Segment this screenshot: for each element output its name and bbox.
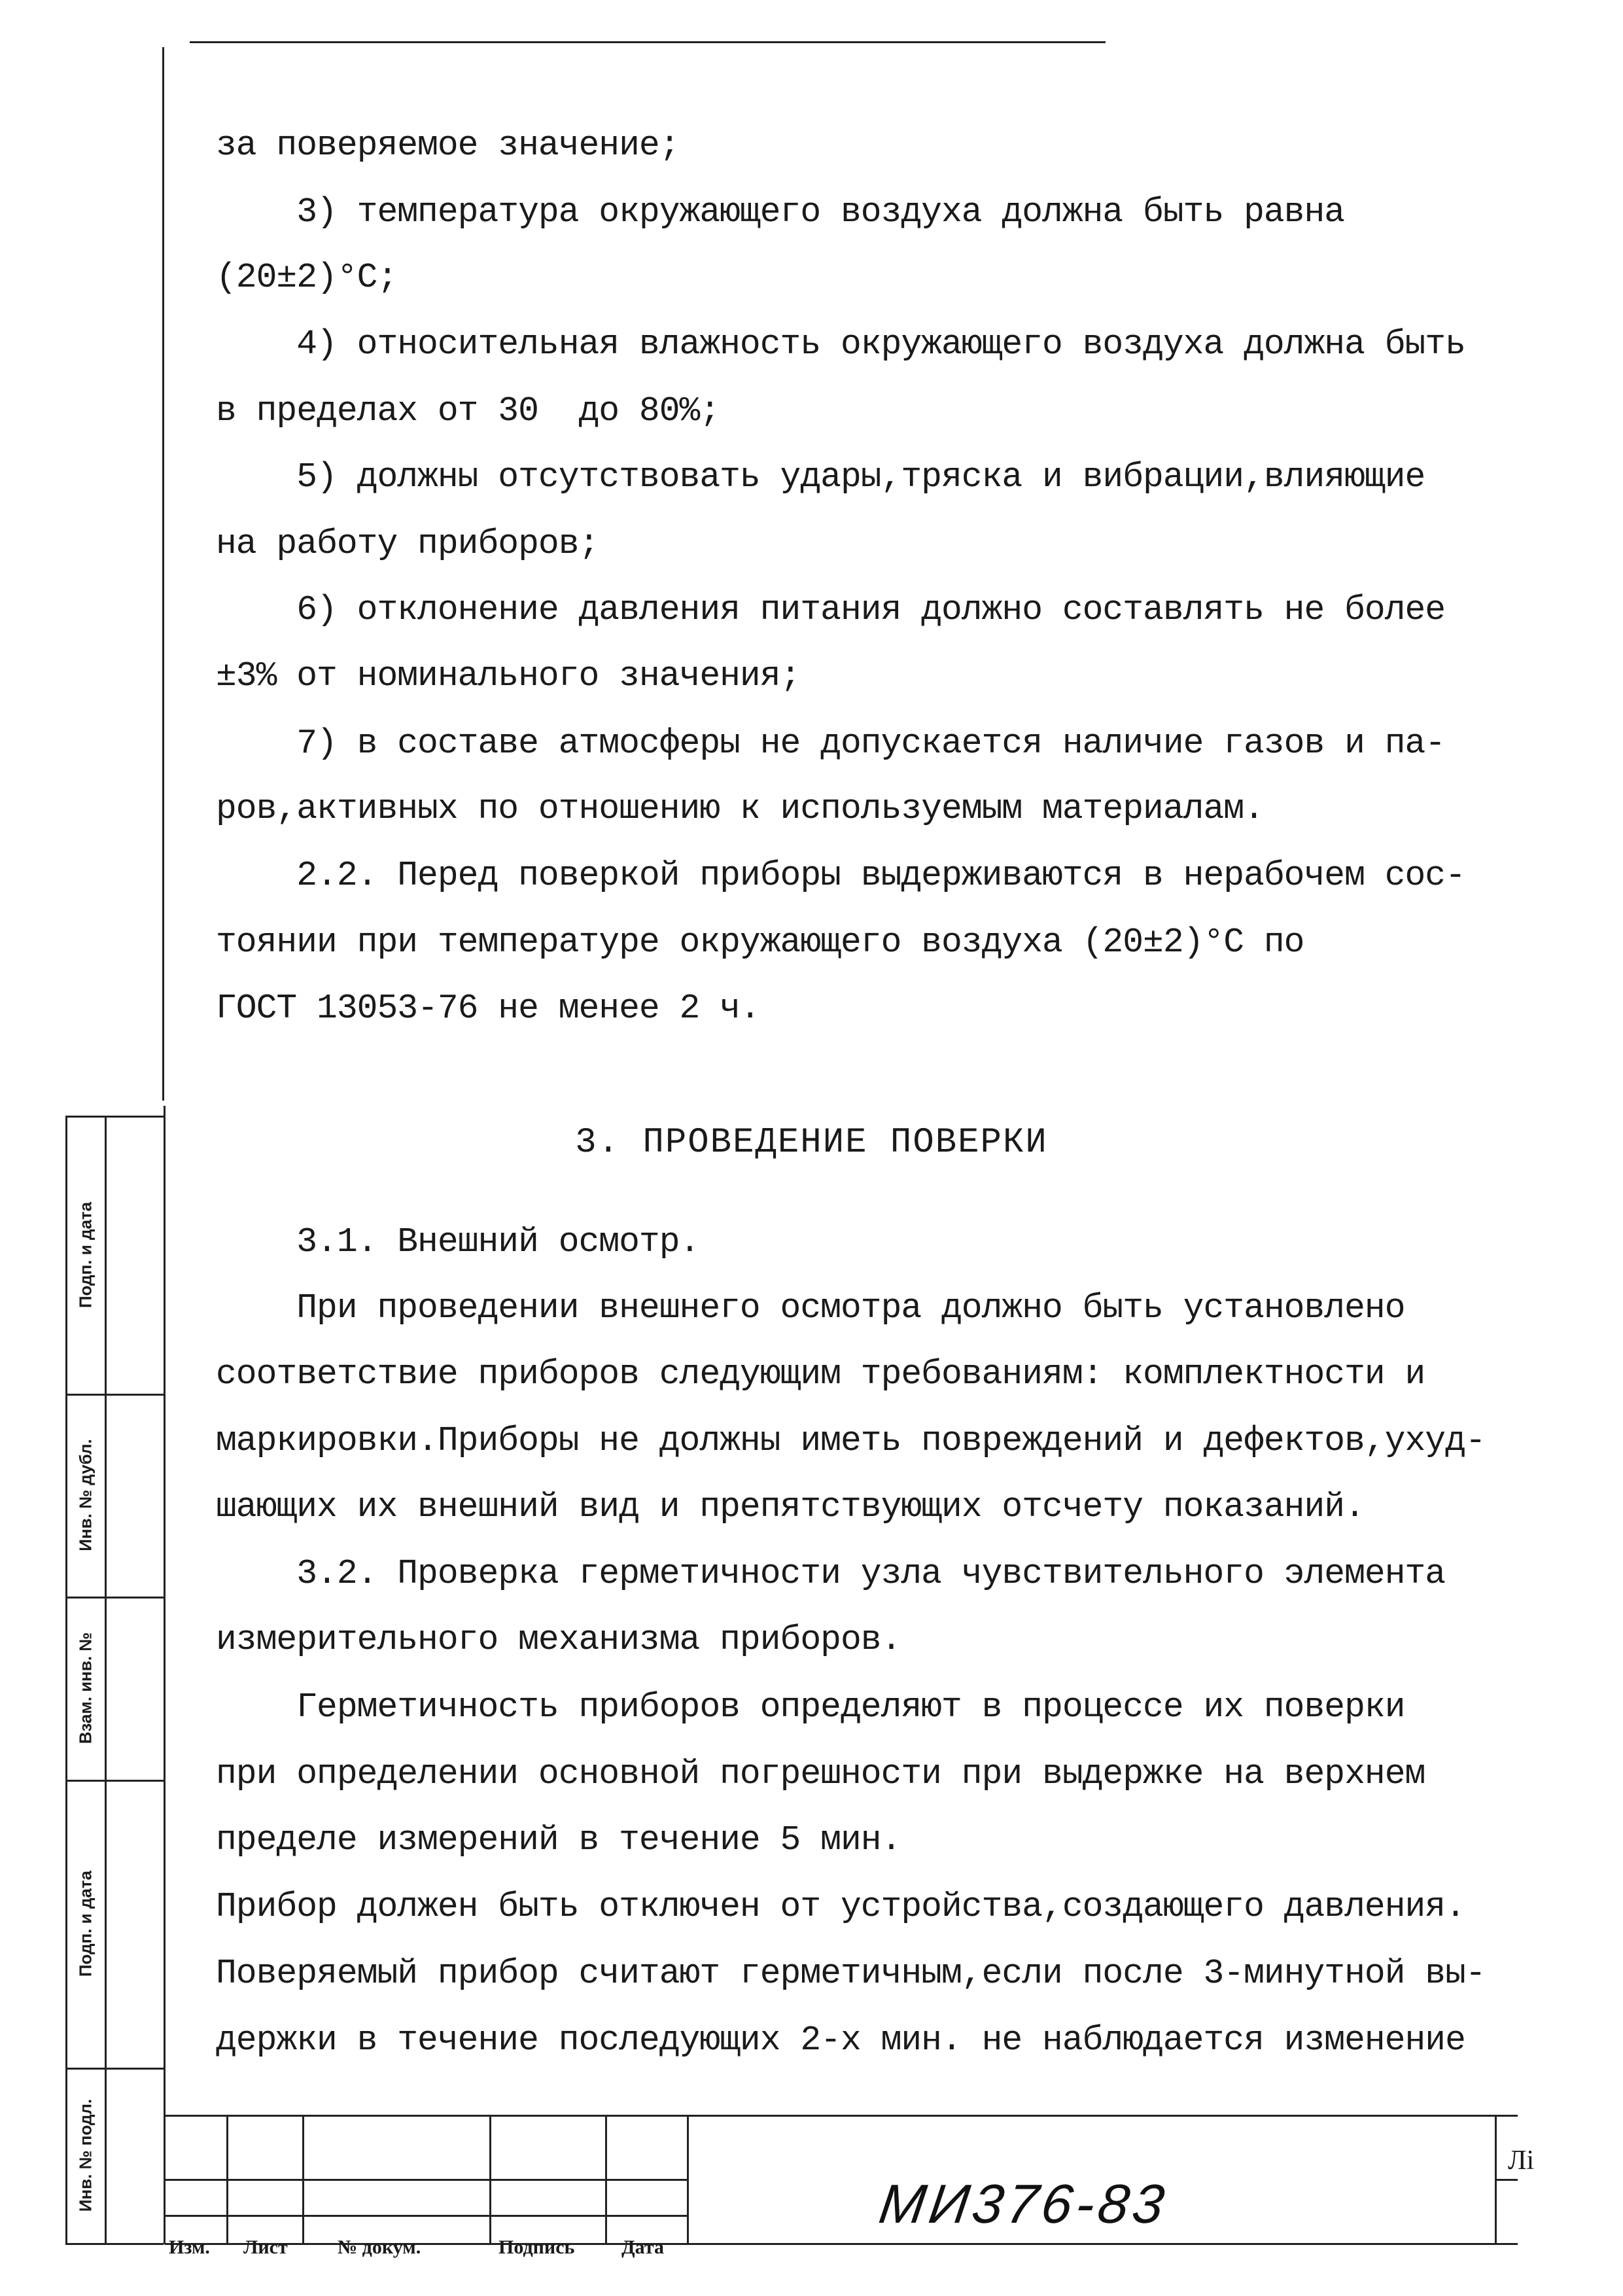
text-line-9: ±3% от номинального значения; [216,656,801,696]
text-line-6: 5) должны отсутствовать удары,тряска и вибрации,влияющие [216,457,1425,497]
text-line-15: 3.1. Внешний осмотр. [216,1222,700,1262]
text-line-16: При проведении внешнего осмотра должно быть установлено [216,1288,1405,1328]
text-line-5: в пределах от 30 до 80%; [216,391,720,431]
side-label-sign-date-2: Подп. и дата [75,1870,96,1977]
document-code: МИ376-83 [875,2173,1172,2234]
text-line-1: за поверяемое значение; [216,126,680,165]
text-line-7: на работу приборов; [216,524,599,563]
text-line-17: соответствие приборов следующим требованиям: комплектности и [216,1354,1425,1394]
text-line-18: маркировки.Приборы не должны иметь повреждений и дефектов,ухуд- [216,1421,1486,1460]
title-block-col-5 [687,2115,689,2244]
text-line-22: Герметичность приборов определяют в процессе их поверки [216,1687,1405,1727]
side-label-dup-inv: Инв. № дубл. [75,1439,96,1551]
side-stamp-top [65,1116,164,1118]
text-line-23: при определении основной погрешности при выдержке на верхнем [216,1754,1425,1793]
text-line-25: Прибор должен быть отключен от устройства,создающего давления. [216,1887,1465,1926]
title-block-col-4 [605,2115,607,2244]
text-line-14: ГОСТ 13053-76 не менее 2 ч. [216,989,760,1028]
text-line-8: 6) отклонение давления питания должно составлять не более [216,590,1446,629]
title-block-sheet-row [1495,2179,1518,2181]
text-line-26: Поверяемый прибор считают герметичным,если после 3-минутной вы- [216,1954,1486,1993]
col-label-sheet: Лист [243,2236,288,2258]
title-block-col-2 [302,2115,304,2244]
side-label-sign-date-1: Подп. и дата [75,1201,96,1309]
text-line-12: 2.2. Перед поверкой приборы выдерживаются в нерабочем сос- [216,856,1465,895]
text-line-21: измерительного механизма приборов. [216,1620,901,1659]
top-rule [190,41,1106,43]
text-line-13: тоянии при температуре окружающего воздуха (20±2)°С по [216,923,1304,962]
text-line-20: 3.2. Проверка герметичности узла чувствительного элемента [216,1554,1446,1593]
side-stamp-bottom [65,2243,164,2245]
sheet-label: Лі [1508,2146,1535,2176]
text-line-19: шающих их внешний вид и препятствующих отсчету показаний. [216,1487,1365,1527]
col-label-signature: Подпись [498,2236,575,2258]
side-label-orig-inv: Инв. № подл. [75,2098,96,2212]
side-label-replace-inv: Взам. инв. № [75,1632,96,1744]
side-stamp-inner-left [105,1116,107,2244]
side-stamp-div-3 [65,1780,164,1782]
col-label-change: Изм. [169,2236,210,2258]
text-line-3: (20±2)°С; [216,258,398,297]
title-block-col-3 [489,2115,491,2244]
text-line-2: 3) температура окружающего воздуха должна быть равна [216,192,1345,232]
text-line-24: пределе измерений в течение 5 мин. [216,1820,901,1860]
col-label-doc-no: № докум. [338,2236,421,2258]
section-heading: 3. ПРОВЕДЕНИЕ ПОВЕРКИ [575,1123,1048,1163]
text-line-4: 4) относительная влажность окружающего воздуха должна быть [216,325,1465,364]
text-line-11: ров,активных по отношению к используемым материалам. [216,789,1264,828]
side-stamp-div-4 [65,2068,164,2070]
side-stamp-div-2 [65,1597,164,1598]
side-stamp-outer-left [65,1116,67,2244]
text-line-10: 7) в составе атмосферы не допускается наличие газов и па- [216,724,1446,763]
title-block-mid [165,2179,688,2181]
title-block-top [165,2115,1518,2117]
side-stamp-div-1 [65,1394,164,1396]
left-frame-line-lower [164,1106,166,2244]
left-frame-line-upper [162,47,164,1101]
title-block-low [165,2215,688,2217]
title-block-col-1 [226,2115,228,2244]
col-label-date: Дата [621,2236,664,2258]
text-line-27: держки в течение последующих 2-х мин. не наблюдается изменение [216,2021,1465,2060]
